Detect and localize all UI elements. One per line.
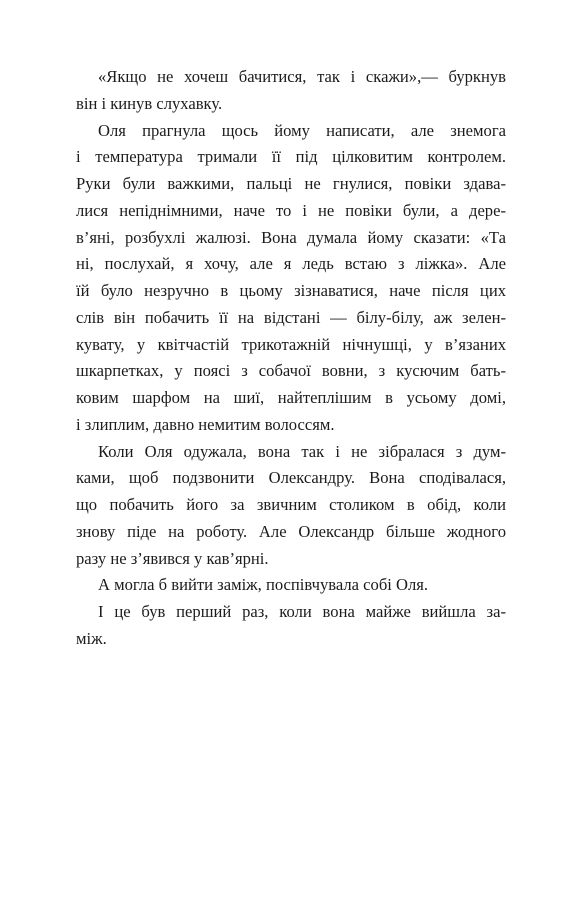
text-line: лися непіднімними, наче то і не повіки були, а дере- xyxy=(76,200,506,220)
text-line: їй було незручно в цьому зізнаватися, наче після цих xyxy=(76,281,506,300)
paragraph-1 xyxy=(76,64,506,118)
text-line: А могла б вийти заміж, поспівчувала собі Оля. xyxy=(98,575,429,595)
text-line: І це був перший раз, коли вона майже вийшла за- xyxy=(98,602,506,621)
text-line: Руки були важкими, пальці не гнулися, повіки здава- xyxy=(76,174,506,193)
text-line: ковим шарфом на шиї, найтеплішим в усьому домі, xyxy=(76,388,506,407)
text-line: знову піде на роботу. Але Олександр більше жодного xyxy=(76,521,506,541)
text-line: між. xyxy=(76,628,107,648)
paragraph-5 xyxy=(76,599,506,653)
text-line: в’яні, розбухлі жалюзі. Вона думала йому сказати: «Та xyxy=(76,227,506,247)
text-line: слів він побачить її на відстані — білу-білу, аж зелен- xyxy=(76,307,506,327)
text-line: ні, послухай, я хочу, але я ледь встаю з ліжка». Але xyxy=(76,254,506,274)
text-line: Коли Оля одужала, вона так і не зібралася з дум- xyxy=(98,441,506,461)
text-line: «Якщо не хочеш бачитися, так і скажи»,— буркнув xyxy=(98,67,506,86)
text-line: разу не з’явився у кав’ярні. xyxy=(76,548,269,568)
text-line: він і кинув слухавку. xyxy=(76,93,223,113)
text-line: ками, щоб подзвонити Олександру. Вона сподівалася, xyxy=(76,468,506,488)
text-line: і злиплим, давно немитим волоссям. xyxy=(76,414,335,434)
paragraph-4 xyxy=(76,572,506,599)
text-line: і температура тримали її під цілковитим контролем. xyxy=(76,147,506,167)
text-line: кувату, у квітчастій трикотажній нічнушці, у в’язаних xyxy=(76,334,506,354)
text-line: шкарпетках, у поясі з собачої вовни, з кусючим бать- xyxy=(76,361,506,381)
page-text xyxy=(76,64,506,653)
paragraph-3 xyxy=(76,439,506,573)
text-line: що побачить його за звичним столиком в обід, коли xyxy=(76,495,506,514)
paragraph-2 xyxy=(76,118,506,439)
text-line: Оля прагнула щось йому написати, але знемога xyxy=(98,120,506,140)
